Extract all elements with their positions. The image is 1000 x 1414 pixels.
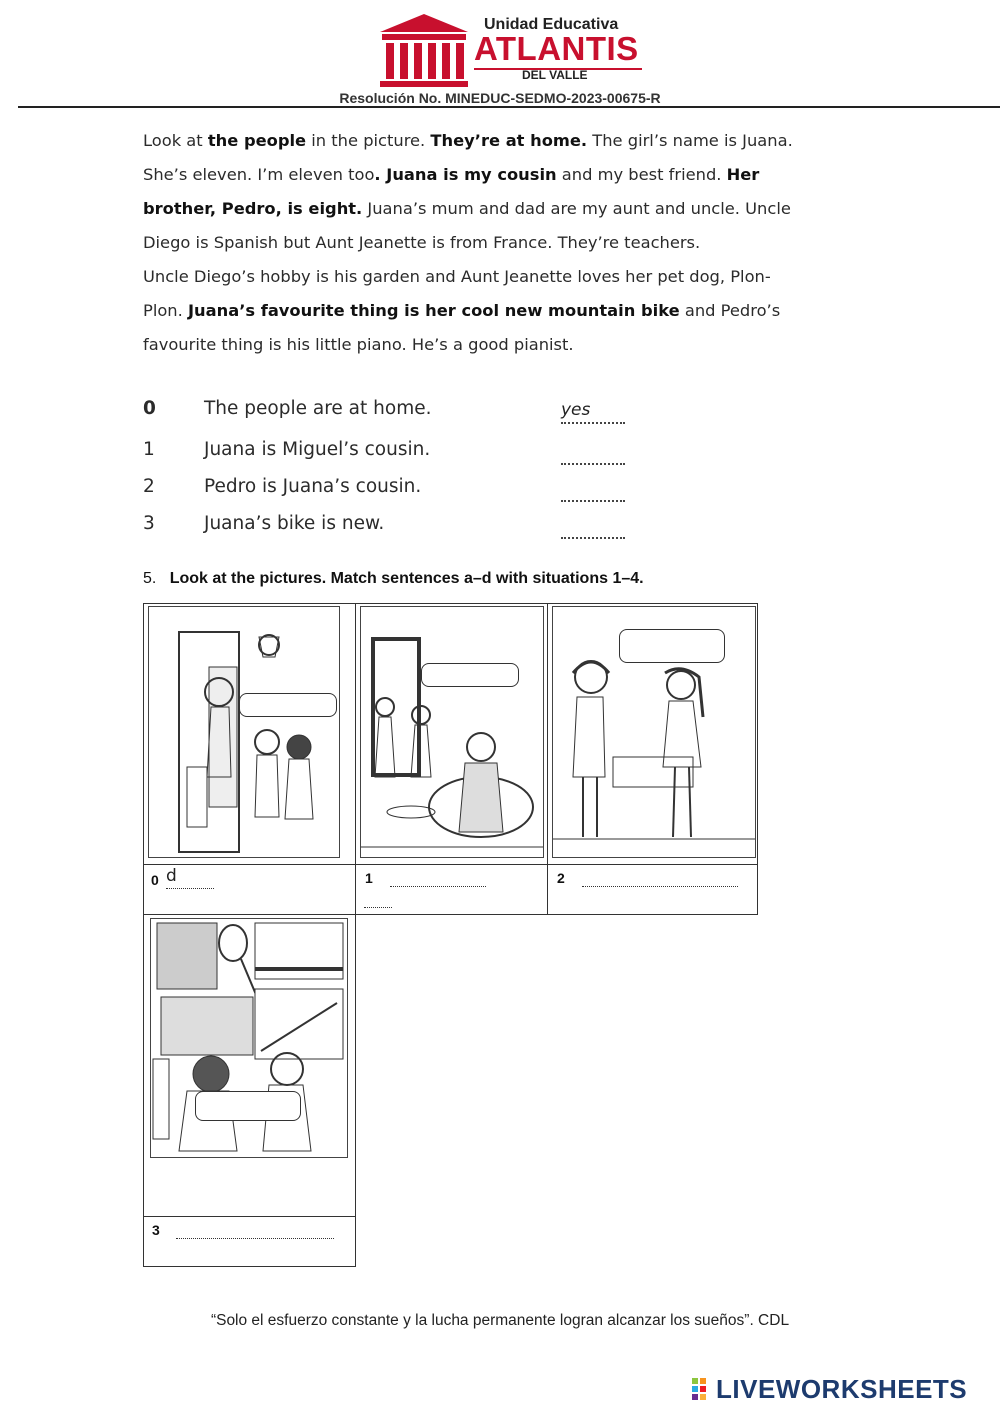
sports-posters-illustration bbox=[151, 919, 347, 1157]
situation-answer-field[interactable]: d bbox=[166, 866, 214, 889]
situation-number: 3 bbox=[152, 1222, 160, 1238]
resolution-number: Resolución No. MINEDUC-SEDMO-2023-00675-R bbox=[339, 90, 661, 106]
situation-number: 0 bbox=[151, 872, 159, 888]
grid-divider bbox=[143, 1216, 356, 1217]
speech-bubble bbox=[421, 663, 519, 687]
statement-number: 3 bbox=[143, 513, 155, 534]
situation-picture-1 bbox=[360, 606, 544, 858]
statement-text: Juana is Miguel’s cousin. bbox=[204, 439, 431, 460]
reading-line: Diego is Spanish but Aunt Jeanette is from France. They’re teachers. bbox=[143, 233, 701, 252]
situation-number: 2 bbox=[557, 870, 565, 886]
statement-text: Juana’s bike is new. bbox=[204, 513, 385, 534]
statement-row bbox=[143, 398, 663, 428]
grid-divider bbox=[143, 864, 758, 865]
liveworksheets-brand: LIVEWORKSHEETS bbox=[716, 1374, 968, 1404]
speech-bubble bbox=[195, 1091, 301, 1121]
task-number: 5. bbox=[143, 570, 157, 587]
situation-picture-2 bbox=[552, 606, 756, 858]
statement-answer-field[interactable]: yes bbox=[561, 400, 625, 424]
situation-answer-field[interactable] bbox=[390, 868, 486, 887]
school-name-line2: ATLANTIS bbox=[474, 30, 639, 67]
grid-divider bbox=[547, 603, 548, 915]
statement-number: 1 bbox=[143, 439, 155, 460]
task-instruction: Look at the pictures. Match sentences a–d with situations 1–4. bbox=[169, 570, 644, 587]
school-name-line3: DEL VALLE bbox=[522, 68, 588, 82]
reading-line: She’s eleven. I’m eleven too. Juana is my cousin and my best friend. Her bbox=[143, 165, 760, 184]
liveworksheets-logo-icon bbox=[692, 1378, 714, 1400]
statement-answer-field[interactable] bbox=[561, 441, 625, 465]
situation-answer-field[interactable] bbox=[176, 1220, 334, 1239]
reading-line: brother, Pedro, is eight. Juana’s mum and dad are my aunt and uncle. Uncle bbox=[143, 199, 791, 218]
answer-continuation-line bbox=[364, 907, 392, 908]
footer-quote: “Solo el esfuerzo constante y la lucha permanente logran alcanzar los sueños”. CDL bbox=[210, 1312, 790, 1329]
speech-bubble bbox=[619, 629, 725, 663]
statement-answer-field[interactable] bbox=[561, 478, 625, 502]
situation-picture-3 bbox=[150, 918, 348, 1158]
reading-passage bbox=[143, 124, 863, 362]
statement-number: 2 bbox=[143, 476, 155, 497]
task-5-instruction bbox=[143, 570, 644, 588]
statement-row bbox=[143, 476, 663, 506]
statement-row bbox=[143, 513, 663, 543]
reading-line: Uncle Diego’s hobby is his garden and Aunt Jeanette loves her pet dog, Plon- bbox=[143, 267, 771, 286]
reading-line: Plon. Juana’s favourite thing is her cool new mountain bike and Pedro’s bbox=[143, 301, 781, 320]
statement-row bbox=[143, 439, 663, 469]
speech-bubble bbox=[239, 693, 337, 717]
grid-divider bbox=[355, 603, 356, 915]
school-logo bbox=[378, 12, 648, 88]
situation-picture-0 bbox=[148, 606, 340, 858]
header-divider bbox=[18, 106, 1000, 108]
door-greeting-illustration bbox=[149, 607, 339, 857]
situation-answer-field[interactable] bbox=[582, 868, 738, 887]
statement-number: 0 bbox=[143, 398, 156, 419]
situation-number: 1 bbox=[365, 870, 373, 886]
school-name-line1: Unidad Educativa bbox=[484, 16, 619, 33]
reading-line: Look at the people in the picture. They’re at home. The girl’s name is Juana. bbox=[143, 131, 793, 150]
statement-text: The people are at home. bbox=[204, 398, 432, 419]
grandmother-visit-illustration bbox=[361, 607, 543, 857]
reading-line: favourite thing is his little piano. He’s a good pianist. bbox=[143, 335, 574, 354]
school-building-icon bbox=[378, 12, 470, 88]
statement-answer-field[interactable] bbox=[561, 515, 625, 539]
statement-text: Pedro is Juana’s cousin. bbox=[204, 476, 422, 497]
